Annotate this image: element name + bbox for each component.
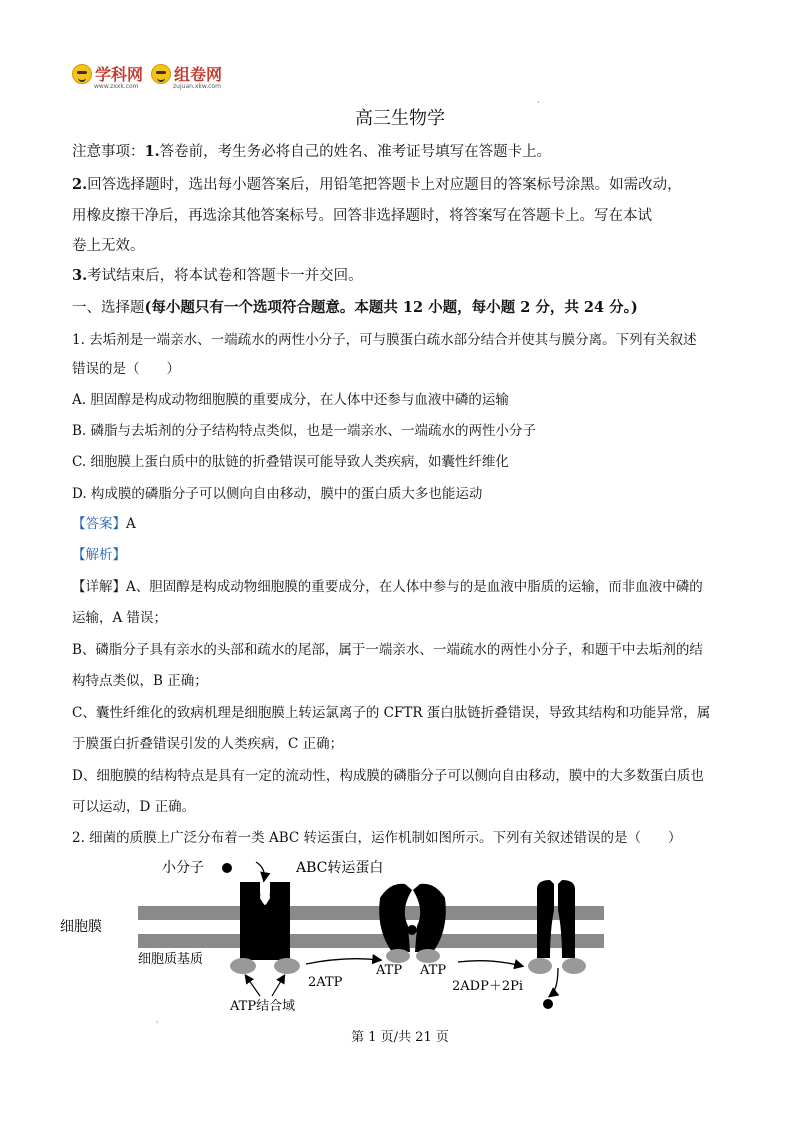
step-arrow-1 — [306, 959, 380, 964]
membrane-inner-layer — [138, 934, 604, 948]
notice-line-3: 用橡皮擦干净后，再选涂其他答案标号。回答非选择题时，将答案写在答题卡上。写在本试 — [72, 208, 652, 224]
notice-line-5: 3.考试结束后，将本试卷和答题卡一并交回。 — [72, 267, 363, 284]
small-molecule-bound — [260, 892, 270, 902]
small-molecule-released — [543, 999, 553, 1009]
label-small-molecule: 小分子 — [162, 860, 204, 876]
atp-left-bound — [386, 949, 410, 963]
q1-explain-a-2: 运输，A 错误； — [72, 610, 168, 626]
mascot-icon — [151, 64, 171, 84]
notice-line-4: 卷上无效。 — [72, 238, 145, 254]
q1-explain-b-2: 构特点类似，B 正确； — [72, 673, 208, 689]
q1-answer: 【答案】A — [72, 516, 136, 532]
logo-brand-1: 学科网 — [95, 65, 144, 84]
logo-url-2: zujuan.xkw.com — [173, 83, 221, 90]
logo-zujuan — [151, 62, 222, 90]
q1-explain-d-2: 可以运动，D 正确。 — [72, 799, 196, 815]
logo-url-1: www.zxxk.com — [94, 83, 139, 90]
membrane-outer-layer — [138, 906, 604, 920]
atp-binding-domain-right — [274, 958, 300, 974]
transporter-state-2 — [379, 884, 446, 963]
q1-explain-d-1: D、细胞膜的结构特点是具有一定的流动性，构成膜的磷脂分子可以侧向自由移动，膜中的大多数蛋白质也 — [72, 768, 704, 784]
q1-option-a: A. 胆固醇是构成动物细胞膜的重要成分，在人体中还参与血液中磷的运输 — [72, 392, 509, 408]
notice-line-1: 注意事项：1.答卷前，考生务必将自己的姓名、准考证号填写在答题卡上。 — [72, 143, 552, 160]
stray-mark-2: ' — [156, 1020, 159, 1029]
stray-mark: ` — [537, 101, 541, 110]
atp-right-bound — [416, 949, 440, 963]
q1-explain-c-2: 于膜蛋白折叠错误引发的人类疾病，C 正确； — [72, 736, 344, 752]
q1-stem-line-1: 1. 去垢剂是一端亲水、一端疏水的两性小分子，可与膜蛋白疏水部分结合并使其与膜分离。下列有关叙述 — [72, 332, 697, 348]
label-adp: 2ADP＋2Pi — [452, 979, 524, 994]
q1-explain-c-1: C、囊性纤维化的致病机理是细胞膜上转运氯离子的 CFTR 蛋白肽链折叠错误，导致其结构和功能异常，属 — [72, 705, 711, 721]
section-header: 一、选择题(每小题只有一个选项符合题意。本题共 12 小题，每小题 2 分，共 24 分。) — [72, 299, 638, 316]
label-membrane: 细胞膜 — [60, 919, 102, 935]
header-logo — [72, 62, 222, 90]
q1-explain-b-1: B、磷脂分子具有亲水的头部和疏水的尾部，属于一端亲水、一端疏水的两性小分子，和题干中去垢剂的结 — [72, 642, 703, 658]
label-2atp: 2ATP — [308, 975, 343, 990]
small-molecule — [222, 863, 232, 873]
release-arrow — [550, 968, 558, 996]
q1-analysis-tag: 【解析】 — [72, 547, 126, 563]
step-arrow-2 — [458, 961, 522, 966]
q1-stem-line-2: 错误的是（ ） — [72, 361, 180, 377]
binding-pointer-right — [272, 976, 284, 996]
entry-arrow — [256, 862, 264, 880]
atp-domain-right-3 — [562, 958, 586, 974]
label-atp-binding-domain: ATP结合域 — [230, 999, 296, 1014]
atp-binding-domain-left — [230, 958, 256, 974]
page-title: 高三生物学 — [355, 108, 445, 129]
q1-explain-a-1: 【详解】A、胆固醇是构成动物细胞膜的重要成分，在人体中参与的是血液中脂质的运输，而非血液中磷的 — [72, 579, 703, 595]
notice-line-2: 2.回答选择题时，选出每小题答案后，用铅笔把答题卡上对应题目的答案标号涂黑。如需改动， — [72, 176, 682, 193]
page-footer: 第 1 页/共 21 页 — [351, 1030, 449, 1045]
q1-option-c: C. 细胞膜上蛋白质中的肽链的折叠错误可能导致人类疾病，如囊性纤维化 — [72, 454, 509, 470]
label-atp-left: ATP — [376, 963, 403, 978]
q2-stem: 2. 细菌的质膜上广泛分布着一类 ABC 转运蛋白，运作机制如图所示。下列有关叙述错误的是（ ） — [72, 830, 682, 846]
logo-brand-2: 组卷网 — [174, 65, 223, 84]
binding-pointer-left — [246, 976, 260, 996]
small-molecule-transit — [407, 925, 417, 935]
logo-zxxk — [72, 62, 143, 90]
q1-option-d: D. 构成膜的磷脂分子可以侧向自由移动，膜中的蛋白质大多也能运动 — [72, 486, 483, 502]
label-abc-transporter: ABC转运蛋白 — [296, 860, 384, 876]
q1-option-b: B. 磷脂与去垢剂的分子结构特点类似，也是一端亲水、一端疏水的两性小分子 — [72, 423, 537, 439]
mascot-icon — [72, 64, 92, 84]
abc-transporter-figure — [60, 850, 620, 1020]
label-atp-right: ATP — [420, 963, 447, 978]
atp-domain-left-3 — [528, 958, 552, 974]
transporter-state-1 — [230, 882, 300, 974]
label-cytoplasm: 细胞质基质 — [138, 952, 204, 967]
